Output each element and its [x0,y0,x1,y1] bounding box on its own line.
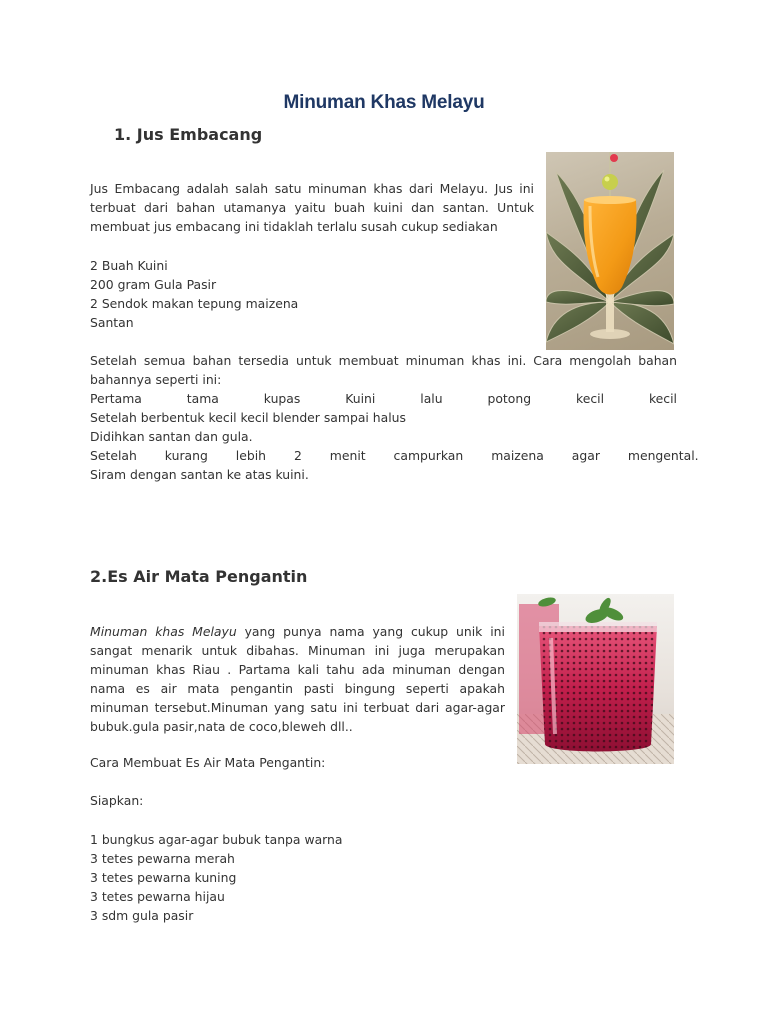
ingredient-item: 2 Buah Kuini [90,258,168,273]
ingredient-item: 3 tetes pewarna hijau [90,889,225,904]
intro-line: minuman khas Riau . Partama kali tahu ada minuman dengan [90,662,505,677]
jus-embacang-ingredients [90,256,298,332]
intro-line: nama es air mata pengantin pasti bingung seperti apakah [90,681,505,696]
step-line: bahannya seperti ini: [90,372,222,387]
ingredient-item: 2 Sendok makan tepung maizena [90,296,299,311]
jus-embacang-photo [546,152,674,350]
es-air-mata-ingredients [90,830,343,925]
step-line: Setelah berbentuk kecil kecil blender sampai halus [90,410,406,425]
intro-line: sangat menarik untuk dibahas. Minuman ini juga merupakan [90,643,505,658]
es-air-mata-illustration [517,594,674,764]
intro-line: membuat jus embacang ini tidaklah terlalu susah cukup sediakan [90,219,498,234]
section-heading-jus-embacang: 1. Jus Embacang [114,125,263,144]
ingredient-item: 3 sdm gula pasir [90,908,194,923]
intro-line: terbuat dari bahan utamanya yaitu buah kuini dan santan. Untuk [90,200,534,215]
page-title: Minuman Khas Melayu [283,92,485,113]
intro-line: Jus Embacang adalah salah satu minuman khas dari Melayu. Jus ini [90,181,534,196]
intro-italic-text: Minuman khas Melayu [90,624,237,639]
how-to-label: Cara Membuat Es Air Mata Pengantin: [90,755,326,770]
ingredient-item: 3 tetes pewarna kuning [90,870,237,885]
step-line: Didihkan santan dan gula. [90,429,253,444]
section-heading-es-air-mata-pengantin: 2.Es Air Mata Pengantin [90,567,308,586]
step-line: Siram dengan santan ke atas kuini. [90,467,309,482]
intro-first-rest: yang punya nama yang cukup unik ini [236,624,505,639]
step-line: Setelah semua bahan tersedia untuk membuat minuman khas ini. Cara mengolah bahan [90,353,677,368]
step-line: Pertama tama kupas Kuini lalu potong kecil kecil [90,391,677,406]
intro-line: bubuk.gula pasir,nata de coco,bleweh dll.. [90,719,353,734]
jus-embacang-illustration [546,152,674,350]
ingredient-item: Santan [90,315,134,330]
intro-line-first [90,622,505,641]
step-line: Setelah kurang lebih 2 menit campurkan maizena agar mengental. [90,448,699,463]
es-air-mata-intro [90,622,505,736]
ingredient-item: 200 gram Gula Pasir [90,277,217,292]
es-air-mata-pengantin-photo [517,594,674,764]
ingredient-item: 3 tetes pewarna merah [90,851,235,866]
ingredient-item: 1 bungkus agar-agar bubuk tanpa warna [90,832,343,847]
intro-line: minuman tersebut.Minuman yang satu ini terbuat dari agar-agar [90,700,505,715]
jus-embacang-steps [90,351,699,484]
prepare-label: Siapkan: [90,793,144,808]
jus-embacang-intro [90,179,534,236]
